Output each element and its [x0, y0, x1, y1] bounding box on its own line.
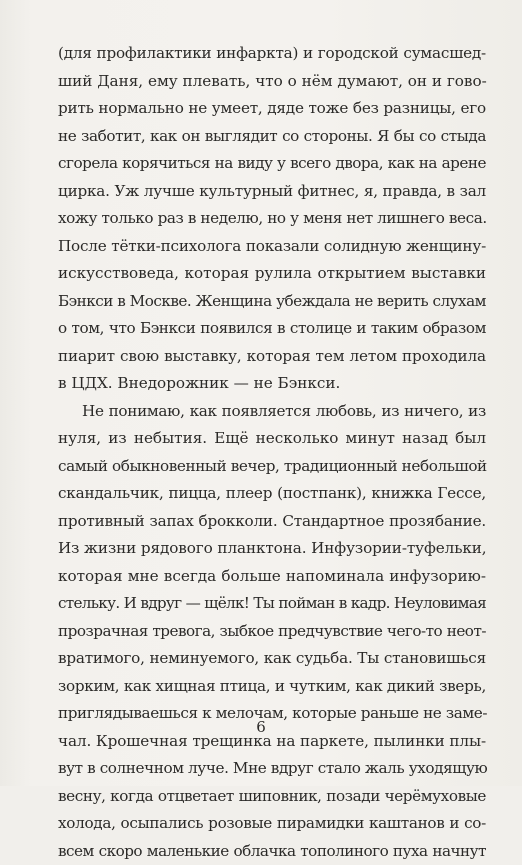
text-line: ший Даня, ему плевать, что о нём думают, он и гово-	[58, 68, 486, 96]
text-line: рить нормально не умеет, дяде тоже без разницы, его	[58, 95, 486, 123]
text-line: искусствоведа, которая рулила открытием выставки	[58, 260, 486, 288]
text-line: вут в солнечном луче. Мне вдруг стало жаль уходящую	[58, 755, 486, 783]
text-line: самый обыкновенный вечер, традиционный небольшой	[58, 453, 486, 481]
text-line: о том, что Бэнкси появился в столице и таким образом	[58, 315, 486, 343]
text-line: хожу только раз в неделю, но у меня нет лишнего веса.	[58, 205, 486, 233]
paragraph-end-line: в ЦДХ. Внедорожник — не Бэнкси.	[58, 370, 486, 398]
paragraph-start-line: Не понимаю, как появляется любовь, из ничего, из	[58, 398, 486, 426]
text-line: сгорела корячиться на виду у всего двора, как на арене	[58, 150, 486, 178]
text-line: Бэнкси в Москве. Женщина убеждала не верить слухам	[58, 288, 486, 316]
text-line: Из жизни рядового планктона. Инфузории-туфельки,	[58, 535, 486, 563]
text-line: весну, когда отцветает шиповник, позади черёмуховые	[58, 783, 486, 811]
text-line: пиарит свою выставку, которая тем летом проходила	[58, 343, 486, 371]
text-line: цирка. Уж лучше культурный фитнес, я, правда, в зал	[58, 178, 486, 206]
text-line: которая мне всегда больше напоминала инфузорию-	[58, 563, 486, 591]
text-line: зорким, как хищная птица, и чутким, как дикий зверь,	[58, 673, 486, 701]
text-line: чал. Крошечная трещинка на паркете, пылинки плы-	[58, 728, 486, 756]
text-line: вратимого, неминуемого, как судьба. Ты становишься	[58, 645, 486, 673]
text-line: (для профилактики инфаркта) и городской сумасшед-	[58, 40, 486, 68]
text-line: противный запах брокколи. Стандартное прозябание.	[58, 508, 486, 536]
text-line: скандальчик, пицца, плеер (постпанк), книжка Гессе,	[58, 480, 486, 508]
text-line: прозрачная тревога, зыбкое предчувствие чего-то неот-	[58, 618, 486, 646]
text-line: После тётки-психолога показали солидную женщину-	[58, 233, 486, 261]
text-line: всем скоро маленькие облачка тополиного пуха начнут	[58, 838, 486, 865]
page-number: 6	[0, 718, 522, 736]
text-line: нуля, из небытия. Ещё несколько минут назад был	[58, 425, 486, 453]
text-line: стельку. И вдруг — щёлк! Ты пойман в кадр. Неуловимая	[58, 590, 486, 618]
text-line: приглядываешься к мелочам, которые раньше не заме-	[58, 700, 486, 728]
text-line: холода, осыпались розовые пирамидки каштанов и со-	[58, 810, 486, 838]
body-text	[58, 40, 486, 865]
text-line: не заботит, как он выглядит со стороны. Я бы со стыда	[58, 123, 486, 151]
